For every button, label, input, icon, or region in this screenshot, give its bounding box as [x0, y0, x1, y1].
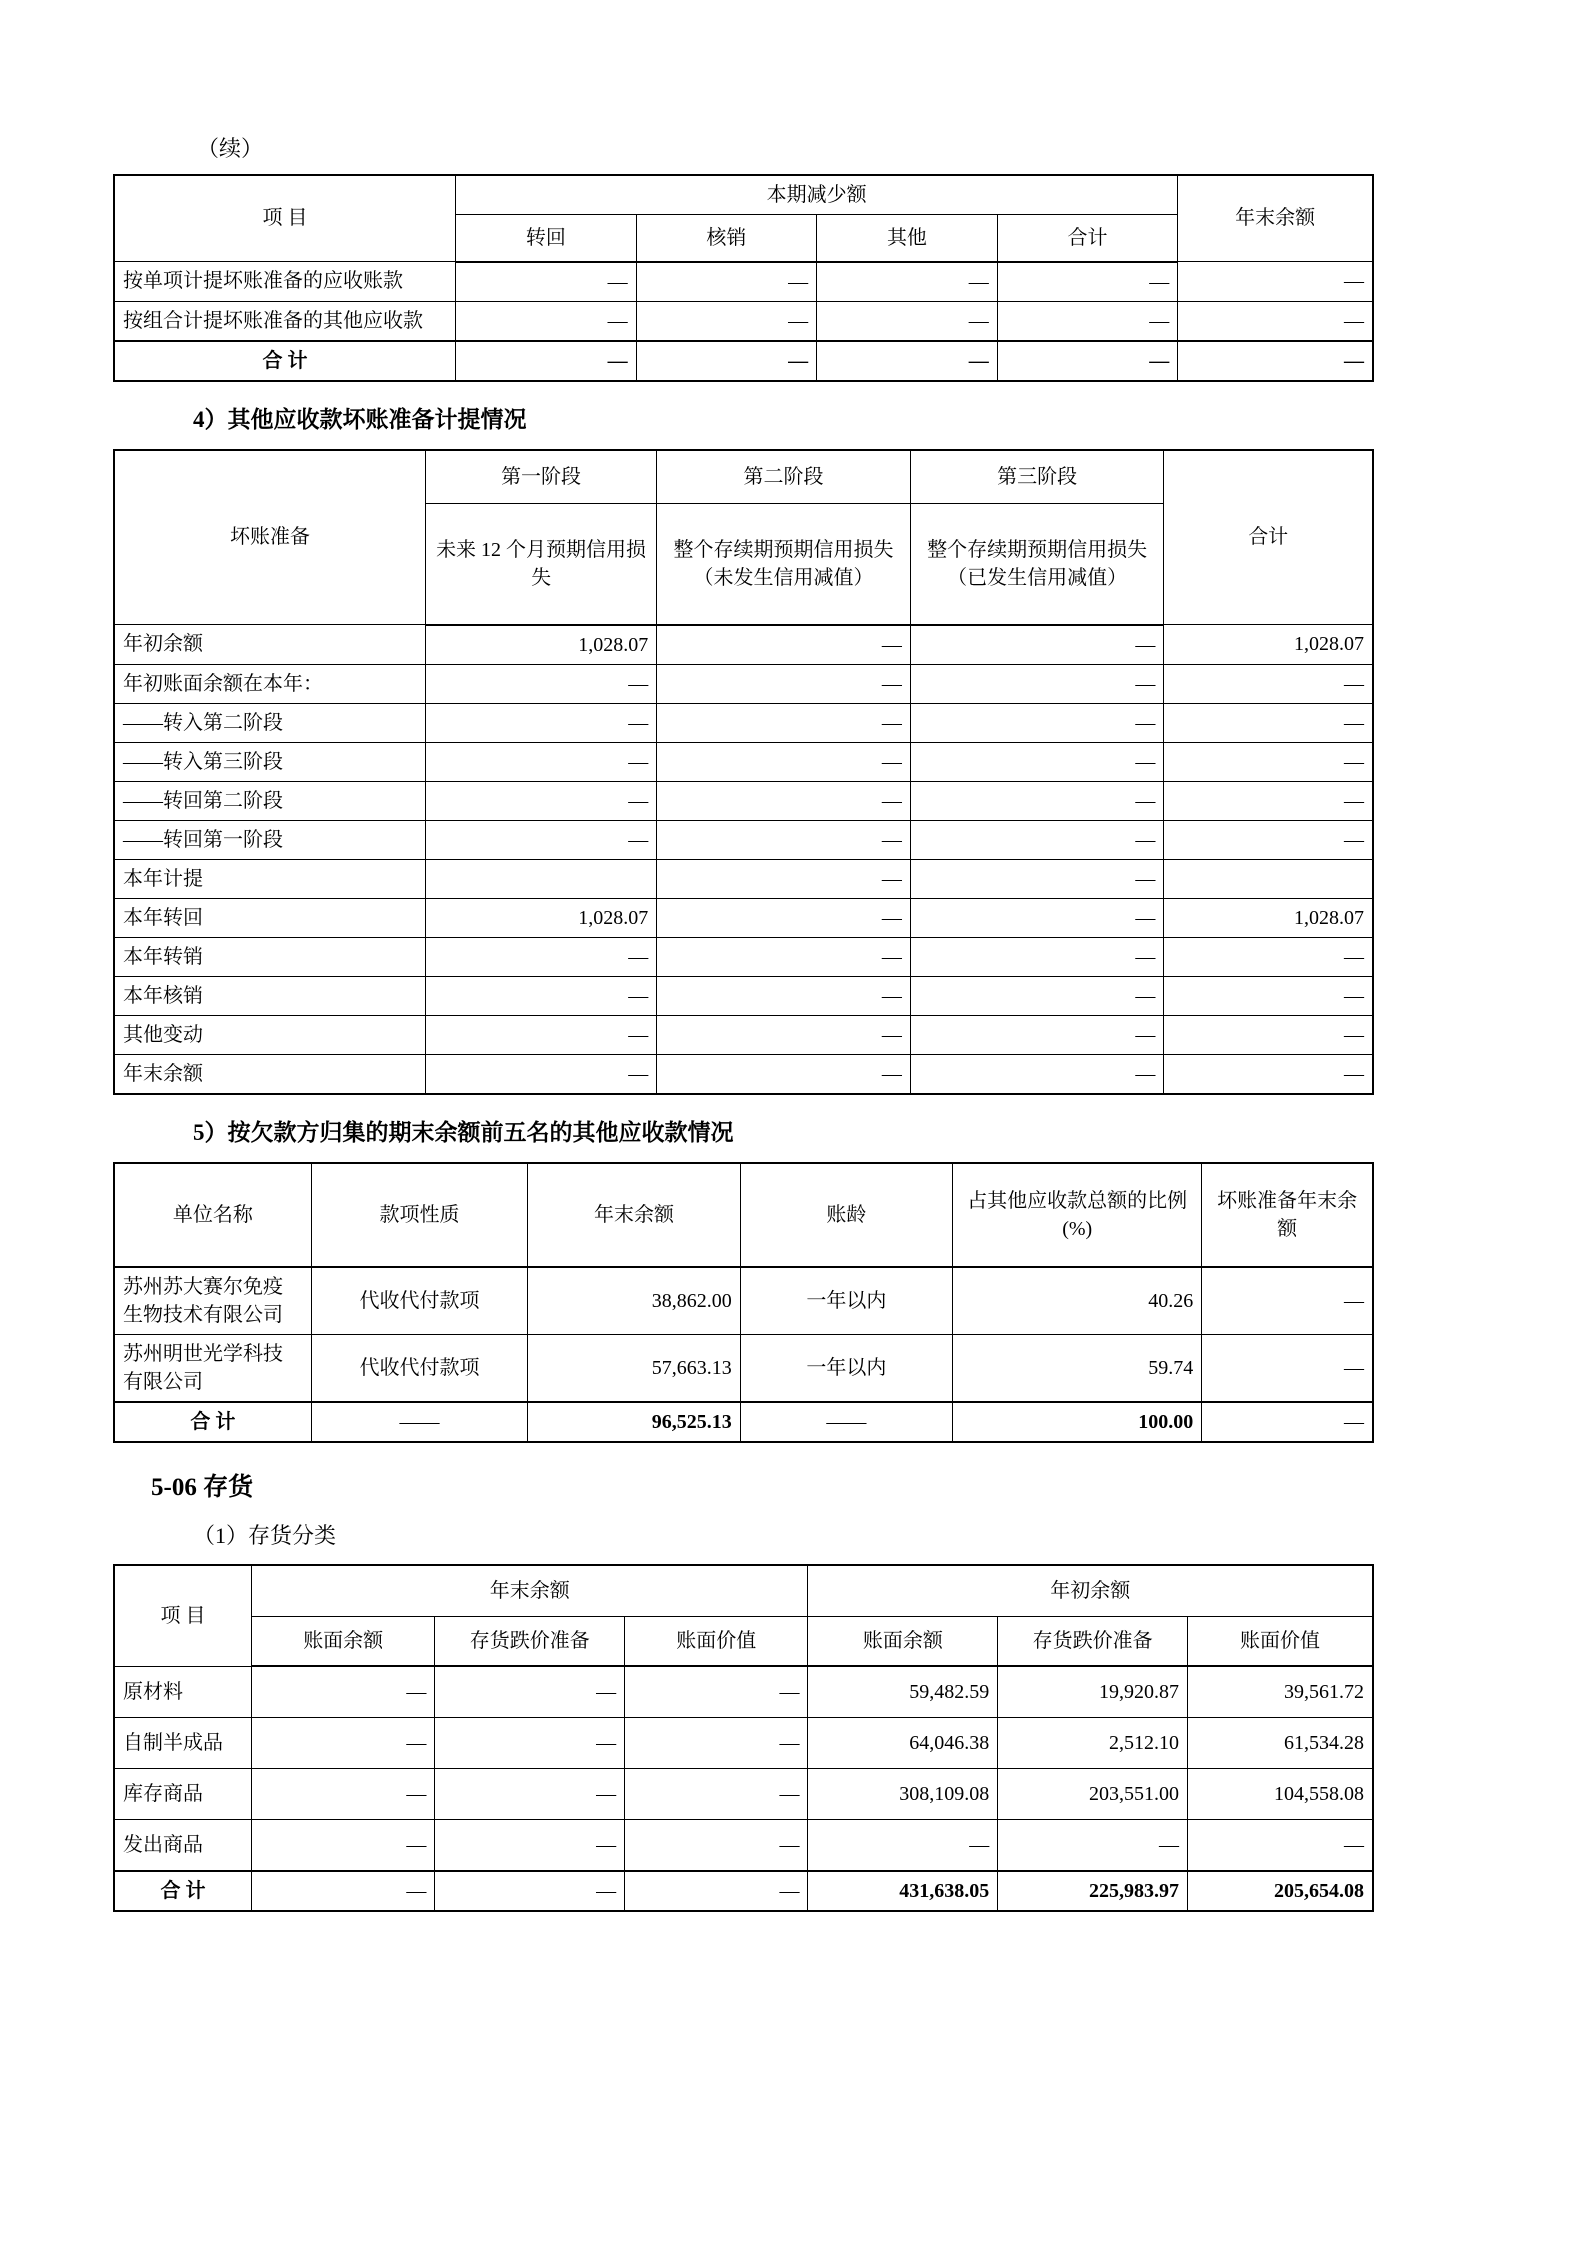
table4-r2-c1: — [435, 1769, 625, 1820]
table-bad-debt-stages-wrap [113, 449, 1375, 1095]
table2-r2-c0: — [425, 703, 656, 742]
table-row [114, 820, 1373, 859]
table1-r0-c0: — [456, 262, 637, 302]
table3-r1-nature: 代收代付款项 [311, 1334, 528, 1402]
table2-r0-name: 年初余额 [114, 625, 425, 665]
table4-r3-c4: — [998, 1820, 1188, 1872]
table4-col-book-value-begin: 账面价值 [1187, 1617, 1373, 1667]
table2-r10-c0: — [425, 1015, 656, 1054]
table4-head-row-1 [114, 1565, 1373, 1617]
table-inventory-classification-wrap [113, 1564, 1375, 1912]
table4-r0-name: 原材料 [114, 1666, 252, 1718]
table2-r6-c1: — [657, 859, 911, 898]
table4-r4-c2: — [625, 1871, 808, 1911]
table1-r0-c1: — [636, 262, 817, 302]
table4-r2-c0: — [252, 1769, 435, 1820]
table1-r0-c3: — [997, 262, 1178, 302]
table3-r2-bad-debt: — [1202, 1402, 1373, 1442]
table-row [114, 976, 1373, 1015]
table-row-total [114, 1402, 1373, 1442]
table2-r11-c2: — [910, 1054, 1164, 1094]
table1-r2-name: 合 计 [114, 341, 456, 381]
table3-col-bad-debt: 坏账准备年末余额 [1202, 1163, 1373, 1267]
table3-r2-nature: —— [311, 1402, 528, 1442]
table2-r3-c1: — [657, 742, 911, 781]
table1-r1-name: 按组合计提坏账准备的其他应收款 [114, 301, 456, 341]
table4-r4-c4: 225,983.97 [998, 1871, 1188, 1911]
table2-col-stage2: 第二阶段 [657, 450, 911, 504]
table4-r3-c2: — [625, 1820, 808, 1872]
table-row [114, 301, 1373, 341]
table4-r4-c0: — [252, 1871, 435, 1911]
table4-col-book-balance-begin: 账面余额 [808, 1617, 998, 1667]
table4-r0-c0: — [252, 1666, 435, 1718]
table-row [114, 1054, 1373, 1094]
table3-col-year-end-balance: 年末余额 [528, 1163, 740, 1267]
table4-col-book-value-end: 账面价值 [625, 1617, 808, 1667]
table1-col-other: 其他 [817, 214, 998, 262]
table3-col-ratio: 占其他应收款总额的比例(%) [953, 1163, 1202, 1267]
table4-col-book-balance-end: 账面余额 [252, 1617, 435, 1667]
table1-r1-c0: — [456, 301, 637, 341]
table1-r1-c2: — [817, 301, 998, 341]
table4-r2-name: 库存商品 [114, 1769, 252, 1820]
table4-col-year-end-group: 年末余额 [252, 1565, 808, 1617]
table1-r0-name: 按单项计提坏账准备的应收账款 [114, 262, 456, 302]
table2-r8-name: 本年转销 [114, 937, 425, 976]
table4-r4-c5: 205,654.08 [1187, 1871, 1373, 1911]
table4-r1-c0: — [252, 1718, 435, 1769]
table2-r3-c0: — [425, 742, 656, 781]
table1-r2-c3: — [997, 341, 1178, 381]
table2-r8-c3: — [1164, 937, 1373, 976]
table2-r6-name: 本年计提 [114, 859, 425, 898]
table-row [114, 1718, 1373, 1769]
table-row [114, 703, 1373, 742]
table3-r1-ratio: 59.74 [953, 1334, 1202, 1402]
table-row [114, 1666, 1373, 1718]
table4-r3-c5: — [1187, 1820, 1373, 1872]
table4-col-provision-end: 存货跌价准备 [435, 1617, 625, 1667]
table3-head-row [114, 1163, 1373, 1267]
table4-r0-c3: 59,482.59 [808, 1666, 998, 1718]
table4-r1-name: 自制半成品 [114, 1718, 252, 1769]
table-row [114, 742, 1373, 781]
table2-col-bad-debt: 坏账准备 [114, 450, 425, 625]
table-row [114, 664, 1373, 703]
table3-r0-balance: 38,862.00 [528, 1267, 740, 1335]
table2-r4-c1: — [657, 781, 911, 820]
table2-r2-c3: — [1164, 703, 1373, 742]
table2-r5-c2: — [910, 820, 1164, 859]
table-row [114, 781, 1373, 820]
table2-r0-c2: — [910, 625, 1164, 665]
table1-r0-c2: — [817, 262, 998, 302]
table3-r0-nature: 代收代付款项 [311, 1267, 528, 1335]
table2-r6-c3 [1164, 859, 1373, 898]
table-top-five-wrap [113, 1162, 1375, 1443]
table2-r4-c0: — [425, 781, 656, 820]
table2-r7-c0: 1,028.07 [425, 898, 656, 937]
table3-r1-bad-debt: — [1202, 1334, 1373, 1402]
table4-r0-c4: 19,920.87 [998, 1666, 1188, 1718]
table2-col-stage1: 第一阶段 [425, 450, 656, 504]
table1-r2-c4: — [1178, 341, 1373, 381]
table3-head [114, 1163, 1373, 1267]
table4-r3-c3: — [808, 1820, 998, 1872]
table2-r11-c1: — [657, 1054, 911, 1094]
table1-head [114, 175, 1373, 262]
table4-head [114, 1565, 1373, 1666]
table2-r5-c3: — [1164, 820, 1373, 859]
table2-r1-c2: — [910, 664, 1164, 703]
table4-r1-c3: 64,046.38 [808, 1718, 998, 1769]
table-row [114, 898, 1373, 937]
table1-col-writeoff: 核销 [636, 214, 817, 262]
table1-r1-c3: — [997, 301, 1178, 341]
table4-r1-c4: 2,512.10 [998, 1718, 1188, 1769]
table2-r7-c3: 1,028.07 [1164, 898, 1373, 937]
continued-label: （续） [197, 136, 264, 161]
table2-r8-c0: — [425, 937, 656, 976]
table-top-five-other-receivables [113, 1162, 1374, 1443]
table3-r0-ratio: 40.26 [953, 1267, 1202, 1335]
table3-r2-balance: 96,525.13 [528, 1402, 740, 1442]
table4-r3-c0: — [252, 1820, 435, 1872]
table2-r11-c3: — [1164, 1054, 1373, 1094]
table-row [114, 1015, 1373, 1054]
table2-r9-c1: — [657, 976, 911, 1015]
table3-r0-bad-debt: — [1202, 1267, 1373, 1335]
table2-r5-c0: — [425, 820, 656, 859]
table4-r0-c2: — [625, 1666, 808, 1718]
table2-r6-c0 [425, 859, 656, 898]
table-row [114, 1820, 1373, 1872]
table2-r10-c3: — [1164, 1015, 1373, 1054]
table3-r0-company: 苏州苏大赛尔免疫生物技术有限公司 [114, 1267, 311, 1335]
table3-col-aging: 账龄 [740, 1163, 952, 1267]
table4-head-row-2 [114, 1617, 1373, 1667]
table-row [114, 859, 1373, 898]
table1-head-row-1 [114, 175, 1373, 215]
table2-head [114, 450, 1373, 625]
table2-r8-c1: — [657, 937, 911, 976]
table4-r1-c5: 61,534.28 [1187, 1718, 1373, 1769]
table2-r9-c0: — [425, 976, 656, 1015]
table3-r2-aging: —— [740, 1402, 952, 1442]
table-row [114, 262, 1373, 302]
table4-r1-c2: — [625, 1718, 808, 1769]
table2-r2-c1: — [657, 703, 911, 742]
table1-r1-c1: — [636, 301, 817, 341]
table4-r3-name: 发出商品 [114, 1820, 252, 1872]
table1-col-year-end-balance: 年末余额 [1178, 175, 1373, 262]
table2-r11-c0: — [425, 1054, 656, 1094]
table2-r1-name: 年初账面余额在本年： [114, 664, 425, 703]
table3-r1-balance: 57,663.13 [528, 1334, 740, 1402]
table-row [114, 625, 1373, 665]
table2-r3-c2: — [910, 742, 1164, 781]
table2-r7-c2: — [910, 898, 1164, 937]
table-inventory-classification [113, 1564, 1374, 1912]
table2-col-total: 合计 [1164, 450, 1373, 625]
table2-r5-name: ——转回第一阶段 [114, 820, 425, 859]
table1-col-subtotal: 合计 [997, 214, 1178, 262]
table2-r4-c3: — [1164, 781, 1373, 820]
table2-r8-c2: — [910, 937, 1164, 976]
table-receivable-decrease-wrap [113, 174, 1375, 382]
table3-r2-company: 合 计 [114, 1402, 311, 1442]
table1-r2-c0: — [456, 341, 637, 381]
table4-r0-c1: — [435, 1666, 625, 1718]
table2-r7-c1: — [657, 898, 911, 937]
table1-body [114, 262, 1373, 381]
table3-r1-aging: 一年以内 [740, 1334, 952, 1402]
table4-r4-c1: — [435, 1871, 625, 1911]
table-row [114, 1267, 1373, 1335]
table4-col-year-begin-group: 年初余额 [808, 1565, 1373, 1617]
table4-r3-c1: — [435, 1820, 625, 1872]
table1-r0-c4: — [1178, 262, 1373, 302]
section-5-heading: 5）按欠款方归集的期末余额前五名的其他应收款情况 [193, 1119, 734, 1145]
table3-r1-company: 苏州明世光学科技有限公司 [114, 1334, 311, 1402]
table4-r2-c2: — [625, 1769, 808, 1820]
table3-col-nature: 款项性质 [311, 1163, 528, 1267]
table2-r10-c2: — [910, 1015, 1164, 1054]
table1-r2-c2: — [817, 341, 998, 381]
table1-col-reversal: 转回 [456, 214, 637, 262]
table2-r2-name: ——转入第二阶段 [114, 703, 425, 742]
table2-col-stage1-desc: 未来 12 个月预期信用损失 [425, 503, 656, 625]
table2-r0-c3: 1,028.07 [1164, 625, 1373, 665]
table2-r4-name: ——转回第二阶段 [114, 781, 425, 820]
table2-r1-c3: — [1164, 664, 1373, 703]
table3-body [114, 1267, 1373, 1442]
table1-col-item: 项 目 [114, 175, 456, 262]
table4-r2-c3: 308,109.08 [808, 1769, 998, 1820]
table2-col-stage3: 第三阶段 [910, 450, 1164, 504]
table4-col-provision-begin: 存货跌价准备 [998, 1617, 1188, 1667]
table2-body [114, 625, 1373, 1094]
table-row-total [114, 1871, 1373, 1911]
table-row-total [114, 341, 1373, 381]
table1-col-decrease-group: 本期减少额 [456, 175, 1178, 215]
table-receivable-decrease [113, 174, 1374, 382]
table4-body [114, 1666, 1373, 1911]
table2-r3-name: ——转入第三阶段 [114, 742, 425, 781]
table-row [114, 1334, 1373, 1402]
table2-r10-c1: — [657, 1015, 911, 1054]
table4-r1-c1: — [435, 1718, 625, 1769]
table-bad-debt-stages [113, 449, 1374, 1095]
table3-r2-ratio: 100.00 [953, 1402, 1202, 1442]
table2-r1-c0: — [425, 664, 656, 703]
table2-r0-c1: — [657, 625, 911, 665]
table2-col-stage3-desc: 整个存续期预期信用损失（已发生信用减值） [910, 503, 1164, 625]
table2-r9-c2: — [910, 976, 1164, 1015]
table4-r0-c5: 39,561.72 [1187, 1666, 1373, 1718]
table2-col-stage2-desc: 整个存续期预期信用损失（未发生信用减值） [657, 503, 911, 625]
table2-r4-c2: — [910, 781, 1164, 820]
table2-r2-c2: — [910, 703, 1164, 742]
table2-r9-name: 本年核销 [114, 976, 425, 1015]
table2-r10-name: 其他变动 [114, 1015, 425, 1054]
table4-r4-c3: 431,638.05 [808, 1871, 998, 1911]
table4-r4-name: 合 计 [114, 1871, 252, 1911]
table2-r9-c3: — [1164, 976, 1373, 1015]
page-content [113, 134, 1375, 1912]
table-row [114, 1769, 1373, 1820]
table4-r2-c4: 203,551.00 [998, 1769, 1188, 1820]
table-row [114, 937, 1373, 976]
table2-r11-name: 年末余额 [114, 1054, 425, 1094]
table2-r5-c1: — [657, 820, 911, 859]
section-506-sub1-heading: （1）存货分类 [193, 1522, 337, 1548]
table2-r7-name: 本年转回 [114, 898, 425, 937]
table3-col-company: 单位名称 [114, 1163, 311, 1267]
table3-r0-aging: 一年以内 [740, 1267, 952, 1335]
table2-r0-c0: 1,028.07 [425, 625, 656, 665]
table2-r3-c3: — [1164, 742, 1373, 781]
table4-col-item: 项 目 [114, 1565, 252, 1666]
table4-r2-c5: 104,558.08 [1187, 1769, 1373, 1820]
table2-r6-c2: — [910, 859, 1164, 898]
table2-r1-c1: — [657, 664, 911, 703]
table1-r1-c4: — [1178, 301, 1373, 341]
section-506-heading: 5-06 存货 [151, 1473, 254, 1501]
section-4-heading: 4）其他应收款坏账准备计提情况 [193, 406, 527, 432]
table1-r2-c1: — [636, 341, 817, 381]
table2-head-row-1 [114, 450, 1373, 504]
